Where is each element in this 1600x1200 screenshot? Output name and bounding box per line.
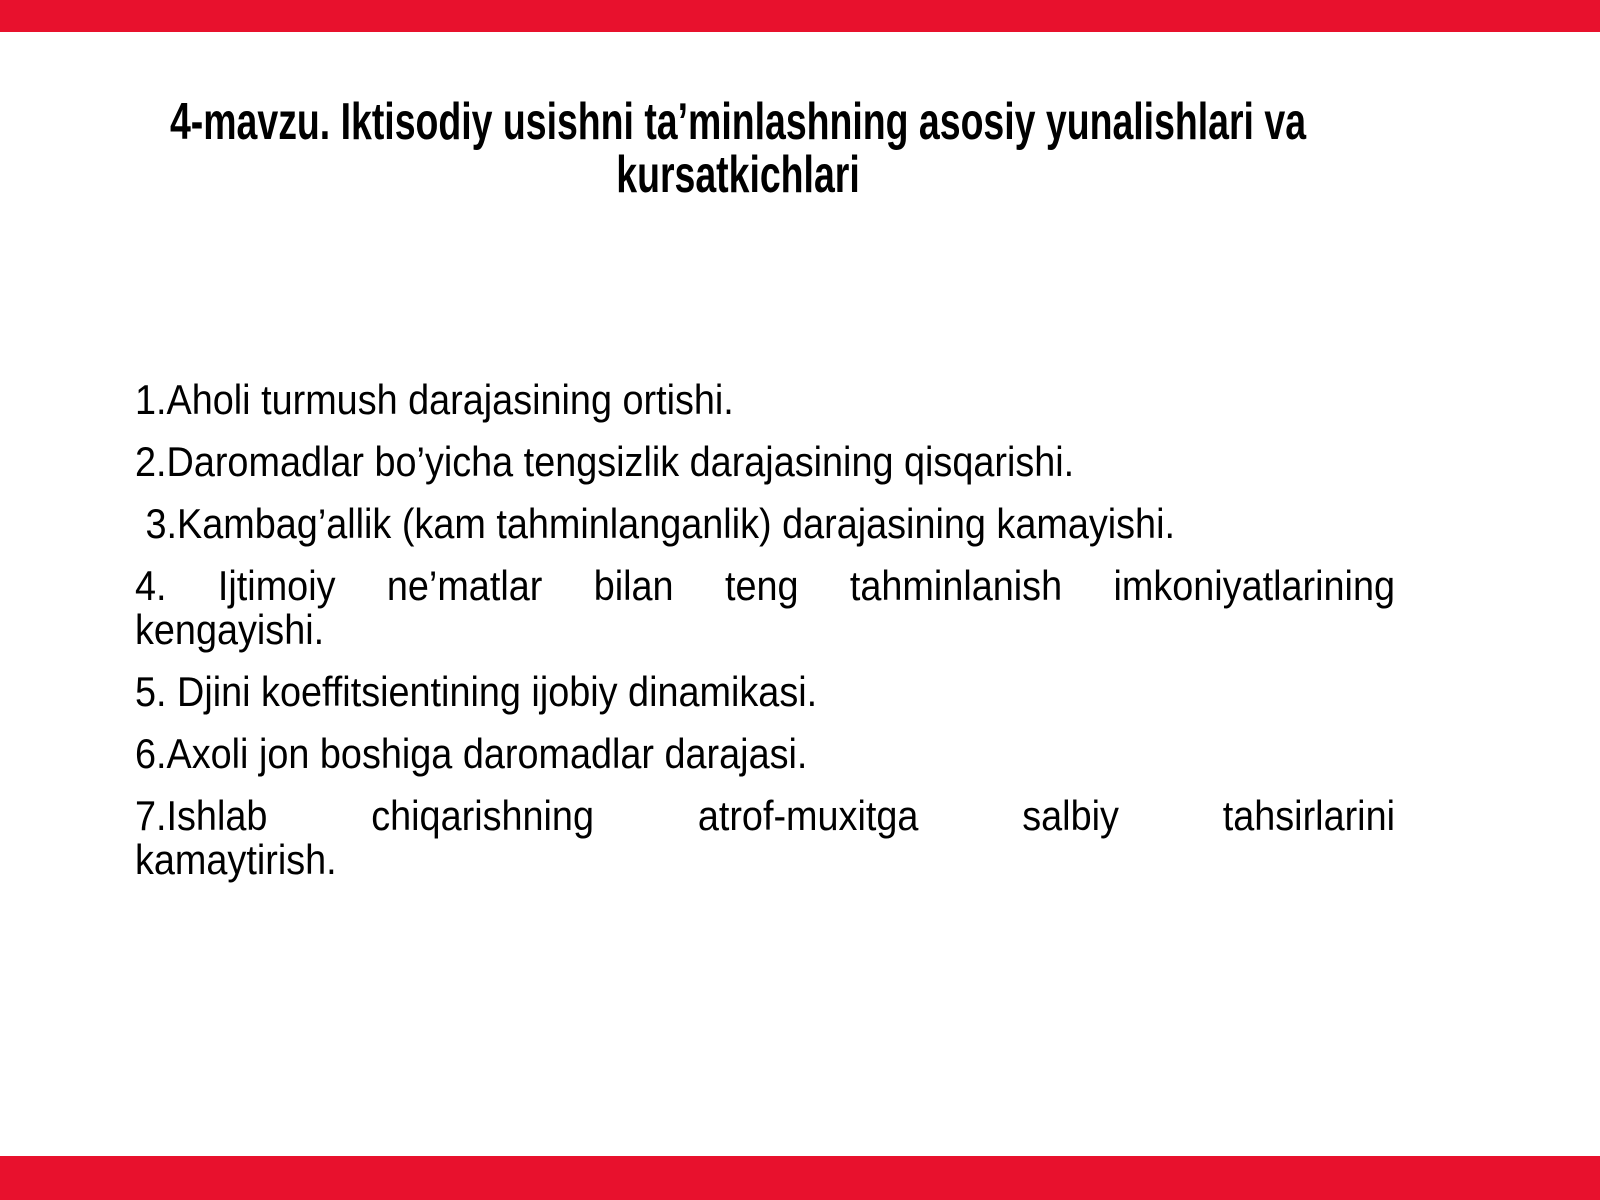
list-item-line: 5. Djini koeffitsientining ijobiy dinamikasi. [135,668,818,715]
slide-title [0,93,1476,204]
list-item-6 [135,732,1395,776]
list-item-line: 1.Aholi turmush darajasining ortishi. [135,376,734,423]
slide-title-line: kursatkichlari [616,146,860,204]
list-item-line: 4. Ijtimoiy ne’matlar bilan teng tahminlanish imkoniyatlarining [135,562,1395,609]
top-accent-bar [0,0,1600,32]
list-item-line: 2.Daromadlar bo’yicha tengsizlik darajasining qisqarishi. [135,438,1075,485]
slide-body-text [135,378,1395,900]
list-item-line: kamaytirish. [135,836,337,883]
list-item-5 [135,670,1395,714]
list-item-7 [135,794,1395,882]
list-item-line: 6.Axoli jon boshiga daromadlar darajasi. [135,730,808,777]
list-item-1 [135,378,1395,422]
list-item-line: 3.Kambag’allik (kam tahminlanganlik) darajasining kamayishi. [135,500,1175,547]
list-item-line: kengayishi. [135,606,325,653]
list-item-line: 7.Ishlab chiqarishning atrof-muxitga salbiy tahsirlarini [135,792,1395,839]
bottom-accent-bar [0,1156,1600,1200]
list-item-3 [135,502,1395,546]
list-item-2 [135,440,1395,484]
list-item-4 [135,564,1395,652]
slide-title-line: 4-mavzu. Iktisodiy usishni ta’minlashning asosiy yunalishlari va [169,93,1307,151]
